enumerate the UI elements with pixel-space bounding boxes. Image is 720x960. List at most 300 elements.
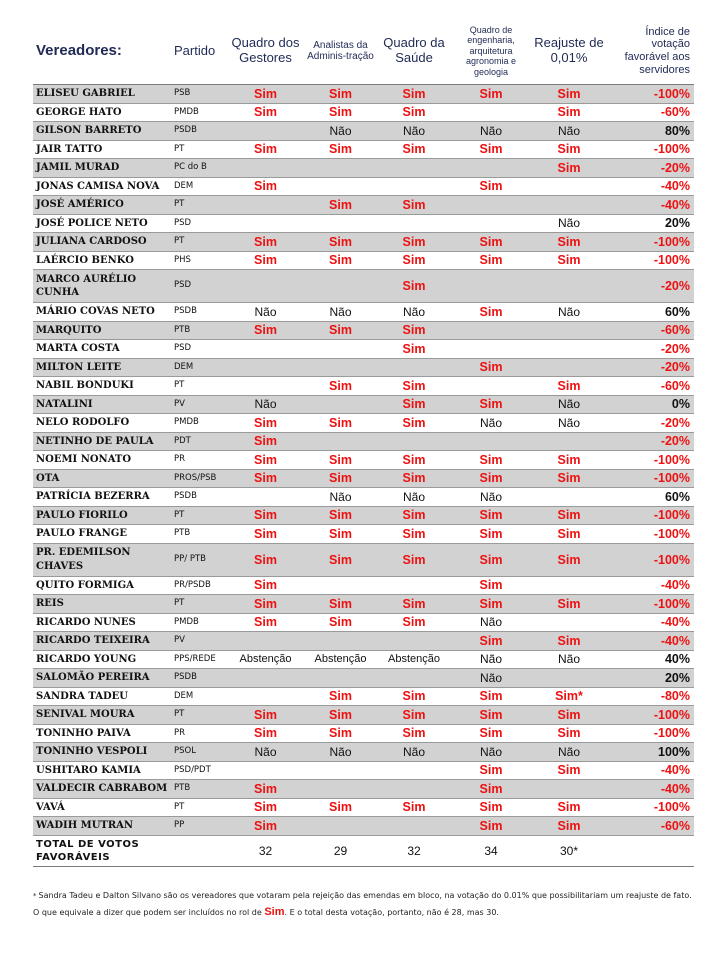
vote-engenharia: Sim bbox=[450, 576, 532, 595]
party: PT bbox=[171, 377, 228, 396]
table-row bbox=[33, 177, 694, 196]
vote-saude: Não bbox=[378, 743, 450, 762]
vote-engenharia: Sim bbox=[450, 632, 532, 651]
favor-index: -40% bbox=[606, 761, 694, 780]
vereador-name: QUITO FORMIGA bbox=[33, 576, 171, 595]
vote-analistas: Sim bbox=[303, 140, 378, 159]
table-row bbox=[33, 669, 694, 688]
party: PROS/PSB bbox=[171, 469, 228, 488]
totals-index-cell bbox=[606, 835, 694, 866]
vote-saude: Sim bbox=[378, 687, 450, 706]
vereador-name: NOEMI NONATO bbox=[33, 451, 171, 470]
vote-reajuste bbox=[532, 321, 606, 340]
voting-sheet bbox=[33, 18, 694, 867]
table-row bbox=[33, 432, 694, 451]
vote-analistas bbox=[303, 669, 378, 688]
vote-reajuste: Sim bbox=[532, 724, 606, 743]
vote-reajuste: Sim bbox=[532, 85, 606, 104]
vote-analistas: Sim bbox=[303, 251, 378, 270]
table-row bbox=[33, 103, 694, 122]
vote-analistas bbox=[303, 214, 378, 233]
favor-index: -60% bbox=[606, 103, 694, 122]
table-row bbox=[33, 743, 694, 762]
vote-engenharia: Não bbox=[450, 613, 532, 632]
header-saude: Quadro da Saúde bbox=[378, 18, 450, 85]
vote-engenharia: Sim bbox=[450, 85, 532, 104]
vereador-name: PAULO FRANGE bbox=[33, 525, 171, 544]
vote-analistas: Não bbox=[303, 122, 378, 141]
vote-analistas bbox=[303, 159, 378, 178]
vote-reajuste: Não bbox=[532, 303, 606, 322]
header-vereadores: Vereadores: bbox=[33, 18, 171, 85]
party: PMDB bbox=[171, 613, 228, 632]
table-row bbox=[33, 706, 694, 725]
vote-gestores: Sim bbox=[228, 85, 303, 104]
party: PSD/PDT bbox=[171, 761, 228, 780]
party: PR bbox=[171, 724, 228, 743]
vote-gestores: Sim bbox=[228, 140, 303, 159]
vote-reajuste: Não bbox=[532, 122, 606, 141]
vote-reajuste: Sim bbox=[532, 233, 606, 252]
favor-index: -20% bbox=[606, 358, 694, 377]
vereador-name: SALOMÃO PEREIRA bbox=[33, 669, 171, 688]
vote-reajuste bbox=[532, 576, 606, 595]
vote-analistas bbox=[303, 432, 378, 451]
vote-reajuste bbox=[532, 177, 606, 196]
vote-analistas bbox=[303, 817, 378, 836]
party: PC do B bbox=[171, 159, 228, 178]
favor-index: -20% bbox=[606, 159, 694, 178]
vereador-name: TONINHO VESPOLI bbox=[33, 743, 171, 762]
vote-engenharia: Sim bbox=[450, 140, 532, 159]
vote-reajuste: Não bbox=[532, 743, 606, 762]
party: PSD bbox=[171, 214, 228, 233]
vote-analistas bbox=[303, 340, 378, 359]
vote-gestores: Sim bbox=[228, 177, 303, 196]
vote-gestores: Sim bbox=[228, 724, 303, 743]
party: DEM bbox=[171, 358, 228, 377]
vote-reajuste: Sim bbox=[532, 761, 606, 780]
table-row bbox=[33, 761, 694, 780]
favor-index: -40% bbox=[606, 632, 694, 651]
vote-analistas: Abstenção bbox=[303, 650, 378, 669]
vote-reajuste: Sim bbox=[532, 595, 606, 614]
vote-engenharia bbox=[450, 159, 532, 178]
vote-gestores: Sim bbox=[228, 595, 303, 614]
vote-analistas: Sim bbox=[303, 103, 378, 122]
party: DEM bbox=[171, 687, 228, 706]
table-row bbox=[33, 85, 694, 104]
favor-index: -100% bbox=[606, 706, 694, 725]
vereador-name: ELISEU GABRIEL bbox=[33, 85, 171, 104]
vote-analistas: Sim bbox=[303, 414, 378, 433]
totals-row bbox=[33, 835, 694, 866]
vote-reajuste: Sim bbox=[532, 506, 606, 525]
favor-index: 20% bbox=[606, 214, 694, 233]
vote-gestores: Sim bbox=[228, 543, 303, 576]
vote-gestores: Não bbox=[228, 395, 303, 414]
vote-reajuste bbox=[532, 669, 606, 688]
vote-analistas bbox=[303, 576, 378, 595]
vote-saude: Sim bbox=[378, 103, 450, 122]
vote-analistas bbox=[303, 270, 378, 303]
vote-gestores bbox=[228, 340, 303, 359]
vote-analistas: Sim bbox=[303, 85, 378, 104]
party: PT bbox=[171, 595, 228, 614]
vote-reajuste bbox=[532, 780, 606, 799]
vereador-name: MARQUITO bbox=[33, 321, 171, 340]
vote-reajuste bbox=[532, 270, 606, 303]
vereador-name: GILSON BARRETO bbox=[33, 122, 171, 141]
vote-gestores: Sim bbox=[228, 525, 303, 544]
vereador-name: NABIL BONDUKI bbox=[33, 377, 171, 396]
footnote-text-after: . E o total desta votação, portanto, não é 28, mas 30. bbox=[284, 908, 499, 917]
vote-engenharia: Sim bbox=[450, 506, 532, 525]
vereador-name: GEORGE HATO bbox=[33, 103, 171, 122]
favor-index: -100% bbox=[606, 724, 694, 743]
vote-reajuste: Sim bbox=[532, 103, 606, 122]
vereador-name: SENIVAL MOURA bbox=[33, 706, 171, 725]
vote-saude: Não bbox=[378, 122, 450, 141]
vereador-name: OTA bbox=[33, 469, 171, 488]
vote-reajuste: Sim bbox=[532, 817, 606, 836]
vote-analistas: Não bbox=[303, 743, 378, 762]
party: PTB bbox=[171, 525, 228, 544]
table-row bbox=[33, 270, 694, 303]
vote-saude bbox=[378, 817, 450, 836]
vote-saude: Sim bbox=[378, 414, 450, 433]
vote-gestores: Sim bbox=[228, 469, 303, 488]
vote-engenharia: Não bbox=[450, 650, 532, 669]
total-engenharia: 34 bbox=[450, 835, 532, 866]
vote-saude: Não bbox=[378, 303, 450, 322]
favor-index: -100% bbox=[606, 140, 694, 159]
footnote-mark: * bbox=[33, 892, 37, 900]
party: PR bbox=[171, 451, 228, 470]
favor-index: -100% bbox=[606, 595, 694, 614]
vote-gestores: Não bbox=[228, 303, 303, 322]
vote-reajuste bbox=[532, 613, 606, 632]
header-analistas: Analistas da Adminis-tração bbox=[303, 18, 378, 85]
vote-engenharia bbox=[450, 103, 532, 122]
vote-gestores bbox=[228, 122, 303, 141]
vote-gestores: Sim bbox=[228, 780, 303, 799]
vote-engenharia bbox=[450, 321, 532, 340]
vote-reajuste bbox=[532, 488, 606, 507]
favor-index: -100% bbox=[606, 525, 694, 544]
vereador-name: JAMIL MURAD bbox=[33, 159, 171, 178]
party: PSOL bbox=[171, 743, 228, 762]
vote-engenharia: Não bbox=[450, 414, 532, 433]
vote-gestores bbox=[228, 687, 303, 706]
vote-reajuste: Não bbox=[532, 214, 606, 233]
voting-table bbox=[33, 18, 694, 867]
vote-reajuste: Sim bbox=[532, 451, 606, 470]
vote-gestores: Sim bbox=[228, 414, 303, 433]
vote-saude: Sim bbox=[378, 85, 450, 104]
party: PSD bbox=[171, 270, 228, 303]
party: PV bbox=[171, 395, 228, 414]
vote-gestores: Sim bbox=[228, 798, 303, 817]
vote-saude bbox=[378, 632, 450, 651]
total-saude: 32 bbox=[378, 835, 450, 866]
table-row bbox=[33, 414, 694, 433]
table-row bbox=[33, 817, 694, 836]
table-row bbox=[33, 613, 694, 632]
party: PT bbox=[171, 140, 228, 159]
table-body bbox=[33, 85, 694, 836]
vote-saude bbox=[378, 214, 450, 233]
party: PSB bbox=[171, 85, 228, 104]
vote-saude: Não bbox=[378, 488, 450, 507]
table-row bbox=[33, 214, 694, 233]
vote-saude bbox=[378, 159, 450, 178]
party: PSD bbox=[171, 340, 228, 359]
vote-gestores: Sim bbox=[228, 613, 303, 632]
vote-gestores: Sim bbox=[228, 233, 303, 252]
vote-gestores bbox=[228, 632, 303, 651]
vote-engenharia bbox=[450, 214, 532, 233]
vereador-name: JONAS CAMISA NOVA bbox=[33, 177, 171, 196]
party: PSDB bbox=[171, 303, 228, 322]
vote-saude bbox=[378, 669, 450, 688]
favor-index: -80% bbox=[606, 687, 694, 706]
favor-index: 40% bbox=[606, 650, 694, 669]
party: PT bbox=[171, 506, 228, 525]
vote-gestores bbox=[228, 669, 303, 688]
favor-index: -40% bbox=[606, 177, 694, 196]
vote-reajuste: Sim bbox=[532, 706, 606, 725]
vote-reajuste: Sim bbox=[532, 469, 606, 488]
vereador-name: VAVÁ bbox=[33, 798, 171, 817]
vote-reajuste: Sim bbox=[532, 543, 606, 576]
vote-gestores bbox=[228, 196, 303, 215]
vereador-name: NETINHO DE PAULA bbox=[33, 432, 171, 451]
vereador-name: WADIH MUTRAN bbox=[33, 817, 171, 836]
vote-analistas: Não bbox=[303, 303, 378, 322]
party: PHS bbox=[171, 251, 228, 270]
vote-engenharia: Sim bbox=[450, 251, 532, 270]
total-analistas: 29 bbox=[303, 835, 378, 866]
vote-saude: Sim bbox=[378, 233, 450, 252]
vote-engenharia: Sim bbox=[450, 780, 532, 799]
vote-gestores bbox=[228, 488, 303, 507]
header-partido: Partido bbox=[171, 18, 228, 85]
vote-saude: Sim bbox=[378, 196, 450, 215]
favor-index: 0% bbox=[606, 395, 694, 414]
vereador-name: JOSÉ POLICE NETO bbox=[33, 214, 171, 233]
party: DEM bbox=[171, 177, 228, 196]
party: PSDB bbox=[171, 122, 228, 141]
vote-saude: Sim bbox=[378, 706, 450, 725]
vote-saude: Abstenção bbox=[378, 650, 450, 669]
vereador-name: JULIANA CARDOSO bbox=[33, 233, 171, 252]
favor-index: -20% bbox=[606, 432, 694, 451]
vote-engenharia: Sim bbox=[450, 817, 532, 836]
party: PT bbox=[171, 706, 228, 725]
vereador-name: RICARDO NUNES bbox=[33, 613, 171, 632]
table-row bbox=[33, 469, 694, 488]
table-row bbox=[33, 377, 694, 396]
favor-index: 80% bbox=[606, 122, 694, 141]
vereador-name: VALDECIR CABRABOM bbox=[33, 780, 171, 799]
party: PMDB bbox=[171, 103, 228, 122]
party: PSDB bbox=[171, 669, 228, 688]
party: PTB bbox=[171, 780, 228, 799]
vote-analistas: Sim bbox=[303, 233, 378, 252]
vote-gestores: Abstenção bbox=[228, 650, 303, 669]
table-row bbox=[33, 303, 694, 322]
party: PP bbox=[171, 817, 228, 836]
vote-analistas bbox=[303, 632, 378, 651]
favor-index: -20% bbox=[606, 270, 694, 303]
favor-index: -60% bbox=[606, 817, 694, 836]
vote-engenharia: Não bbox=[450, 669, 532, 688]
vote-analistas bbox=[303, 395, 378, 414]
vote-gestores: Sim bbox=[228, 251, 303, 270]
vote-reajuste: Sim bbox=[532, 251, 606, 270]
vote-saude: Sim bbox=[378, 798, 450, 817]
vote-engenharia: Sim bbox=[450, 525, 532, 544]
vote-gestores bbox=[228, 159, 303, 178]
table-row bbox=[33, 687, 694, 706]
table-row bbox=[33, 233, 694, 252]
vereador-name: JAIR TATTO bbox=[33, 140, 171, 159]
table-row bbox=[33, 340, 694, 359]
vote-reajuste: Sim bbox=[532, 632, 606, 651]
favor-index: -100% bbox=[606, 469, 694, 488]
vote-reajuste: Sim bbox=[532, 377, 606, 396]
table-row bbox=[33, 632, 694, 651]
vereador-name: MARTA COSTA bbox=[33, 340, 171, 359]
table-row bbox=[33, 780, 694, 799]
vote-reajuste bbox=[532, 340, 606, 359]
vote-saude: Sim bbox=[378, 321, 450, 340]
party: PSDB bbox=[171, 488, 228, 507]
favor-index: -100% bbox=[606, 798, 694, 817]
vote-engenharia: Sim bbox=[450, 451, 532, 470]
favor-index: -60% bbox=[606, 321, 694, 340]
table-row bbox=[33, 595, 694, 614]
table-row bbox=[33, 251, 694, 270]
vereador-name: PATRÍCIA BEZERRA bbox=[33, 488, 171, 507]
table-row bbox=[33, 576, 694, 595]
vote-gestores bbox=[228, 358, 303, 377]
header-reajuste: Reajuste de 0,01% bbox=[532, 18, 606, 85]
vote-saude bbox=[378, 177, 450, 196]
favor-index: -60% bbox=[606, 377, 694, 396]
table-row bbox=[33, 122, 694, 141]
table-row bbox=[33, 321, 694, 340]
favor-index: -100% bbox=[606, 451, 694, 470]
vote-analistas: Não bbox=[303, 488, 378, 507]
vote-saude: Sim bbox=[378, 724, 450, 743]
vote-saude bbox=[378, 358, 450, 377]
favor-index: -100% bbox=[606, 233, 694, 252]
table-row bbox=[33, 395, 694, 414]
vote-engenharia: Sim bbox=[450, 543, 532, 576]
vote-saude: Sim bbox=[378, 451, 450, 470]
vote-saude: Sim bbox=[378, 595, 450, 614]
vote-engenharia: Sim bbox=[450, 177, 532, 196]
vote-saude: Sim bbox=[378, 270, 450, 303]
favor-index: -100% bbox=[606, 506, 694, 525]
vote-engenharia: Sim bbox=[450, 724, 532, 743]
vote-gestores: Sim bbox=[228, 321, 303, 340]
vereador-name: PR. EDEMILSON CHAVES bbox=[33, 543, 171, 576]
total-gestores: 32 bbox=[228, 835, 303, 866]
party: PR/PSDB bbox=[171, 576, 228, 595]
vote-reajuste: Sim bbox=[532, 140, 606, 159]
vote-engenharia: Não bbox=[450, 743, 532, 762]
vote-saude: Sim bbox=[378, 377, 450, 396]
vote-engenharia bbox=[450, 340, 532, 359]
vote-reajuste: Sim bbox=[532, 159, 606, 178]
favor-index: -40% bbox=[606, 613, 694, 632]
vote-gestores bbox=[228, 214, 303, 233]
vote-analistas bbox=[303, 780, 378, 799]
vote-engenharia: Sim bbox=[450, 395, 532, 414]
favor-index: 60% bbox=[606, 488, 694, 507]
vote-reajuste bbox=[532, 196, 606, 215]
table-row bbox=[33, 358, 694, 377]
vote-engenharia: Não bbox=[450, 488, 532, 507]
vote-gestores: Sim bbox=[228, 576, 303, 595]
vote-gestores: Sim bbox=[228, 451, 303, 470]
vote-saude: Sim bbox=[378, 613, 450, 632]
vote-gestores bbox=[228, 377, 303, 396]
vereador-name: REIS bbox=[33, 595, 171, 614]
table-row bbox=[33, 650, 694, 669]
vote-analistas: Sim bbox=[303, 706, 378, 725]
table-row bbox=[33, 798, 694, 817]
vote-analistas bbox=[303, 358, 378, 377]
table-row bbox=[33, 196, 694, 215]
vote-saude bbox=[378, 576, 450, 595]
vote-gestores: Sim bbox=[228, 506, 303, 525]
favor-index: -40% bbox=[606, 576, 694, 595]
vote-analistas: Sim bbox=[303, 595, 378, 614]
table-row bbox=[33, 724, 694, 743]
vote-analistas: Sim bbox=[303, 506, 378, 525]
vote-engenharia: Sim bbox=[450, 761, 532, 780]
vote-analistas: Sim bbox=[303, 613, 378, 632]
vote-saude: Sim bbox=[378, 340, 450, 359]
vote-reajuste: Sim* bbox=[532, 687, 606, 706]
vote-analistas: Sim bbox=[303, 798, 378, 817]
vote-analistas: Sim bbox=[303, 543, 378, 576]
vote-saude: Sim bbox=[378, 469, 450, 488]
vote-analistas: Sim bbox=[303, 321, 378, 340]
vote-engenharia: Sim bbox=[450, 469, 532, 488]
vote-gestores: Sim bbox=[228, 432, 303, 451]
vote-saude: Sim bbox=[378, 543, 450, 576]
table-row bbox=[33, 488, 694, 507]
favor-index: -100% bbox=[606, 85, 694, 104]
header-engenharia: Quadro de engenharia, arquitetura agronomia e geologia bbox=[450, 18, 532, 85]
vote-reajuste bbox=[532, 358, 606, 377]
vote-analistas: Sim bbox=[303, 196, 378, 215]
table-row bbox=[33, 451, 694, 470]
vote-saude: Sim bbox=[378, 525, 450, 544]
totals-party-cell bbox=[171, 835, 228, 866]
vote-engenharia: Sim bbox=[450, 798, 532, 817]
favor-index: -20% bbox=[606, 414, 694, 433]
totals-label: TOTAL DE VOTOS FAVORÁVEIS bbox=[33, 835, 171, 866]
vereador-name: RICARDO TEIXEIRA bbox=[33, 632, 171, 651]
footnote-text-before: Sandra Tadeu e Dalton Silvano são os vereadores que votaram pela rejeição das emendas em bloco, na votação do 0.01% que possibilitariam um reajuste de fato. O que equivale a dizer que podem ser incluídos no rol de bbox=[33, 891, 692, 917]
vereador-name: TONINHO PAIVA bbox=[33, 724, 171, 743]
